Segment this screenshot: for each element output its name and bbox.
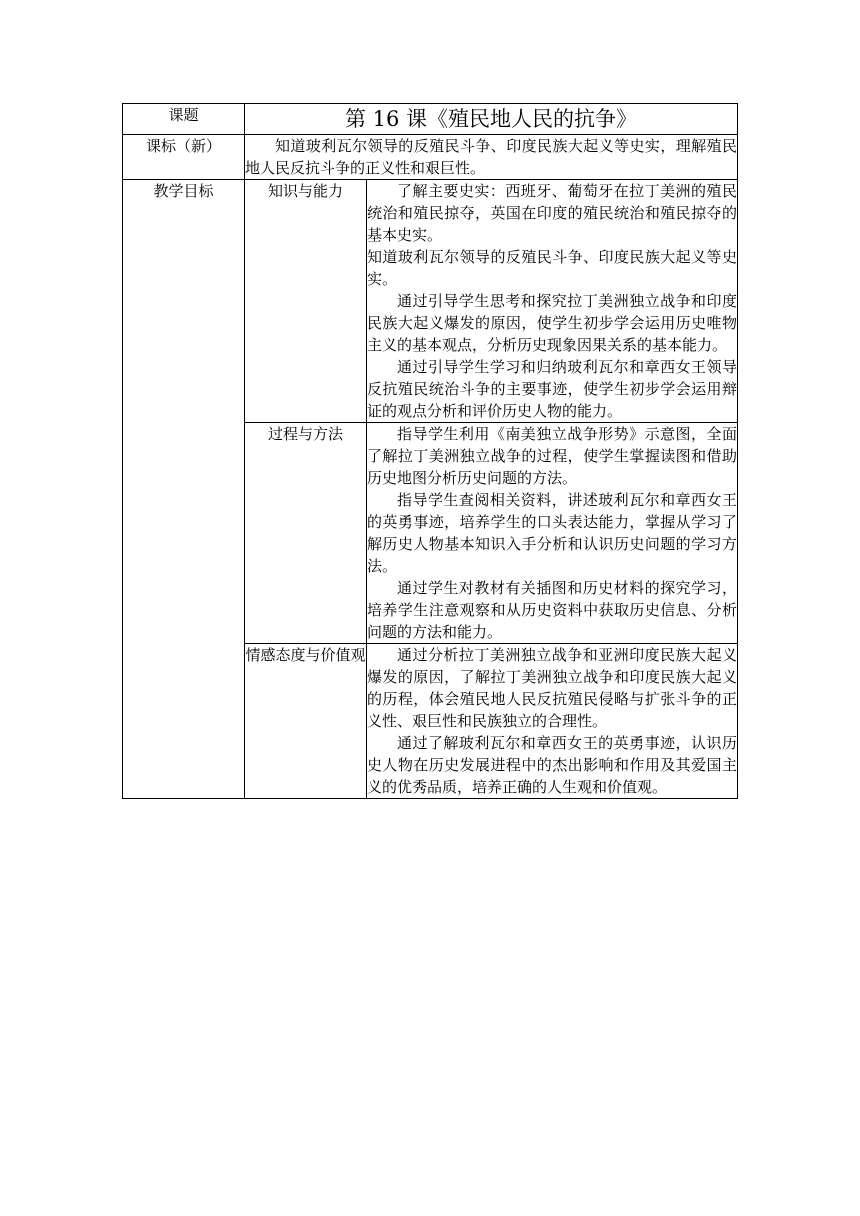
- objective-label-knowledge: 知识与能力: [245, 180, 367, 423]
- objective-paragraph: 通过分析拉丁美洲独立战争和亚洲印度民族大起义爆发的原因，了解拉丁美洲独立战争和印度民族大起义的历程，体会殖民地人民反抗殖民侵略与扩张斗争的正义性、艰巨性和民族独立的合理性。: [367, 646, 737, 730]
- objective-paragraph: 通过引导学生思考和探究拉丁美洲独立战争和印度民族大起义爆发的原因，使学生初步学会运用历史唯物主义的基本观点，分析历史现象因果关系的基本能力。: [367, 292, 737, 354]
- objective-content-knowledge: [367, 180, 738, 423]
- standard-row: [123, 135, 738, 180]
- objective-paragraph: 通过了解玻利瓦尔和章西女王的英勇事迹，认识历史人物在历史发展进程中的杰出影响和作用及其爱国主义的优秀品质，培养正确的人生观和价值观。: [367, 734, 737, 796]
- objective-paragraph: 指导学生查阅相关资料，讲述玻利瓦尔和章西女王的英勇事迹，培养学生的口头表达能力，掌握从学习了解历史人物基本知识入手分析和认识历史问题的学习方法。: [367, 491, 737, 575]
- objective-label-process: 过程与方法: [245, 423, 367, 644]
- standard-cell: [245, 135, 738, 180]
- objective-content-attitude: [367, 644, 738, 799]
- title-row: [123, 104, 738, 135]
- lesson-plan-table: [122, 103, 738, 799]
- standard-text: 知道玻利瓦尔领导的反殖民斗争、印度民族大起义等史实，理解殖民地人民反抗斗争的正义性和艰巨性。: [245, 137, 737, 177]
- objective-paragraph: 了解主要史实：西班牙、葡萄牙在拉丁美洲的殖民统治和殖民掠夺，英国在印度的殖民统治和殖民掠夺的基本史实。: [367, 182, 737, 244]
- objective-label-attitude: 情感态度与价值观: [245, 644, 367, 799]
- objective-paragraph: 通过学生对教材有关插图和历史材料的探究学习，培养学生注意观察和从历史资料中获取历史信息、分析问题的方法和能力。: [367, 579, 737, 641]
- objective-row-knowledge: [123, 180, 738, 423]
- objective-paragraph: 指导学生利用《南美独立战争形势》示意图，全面了解拉丁美洲独立战争的过程，使学生掌握读图和借助历史地图分析历史问题的方法。: [367, 425, 737, 487]
- lesson-title: 第 16 课《殖民地人民的抗争》: [245, 104, 738, 135]
- standard-label: 课标（新）: [123, 135, 245, 180]
- title-label: 课题: [123, 104, 245, 135]
- objectives-label: 教学目标: [123, 180, 245, 799]
- objective-paragraph: 通过引导学生学习和归纳玻利瓦尔和章西女王领导反抗殖民统治斗争的主要事迹，使学生初步学会运用辩证的观点分析和评价历史人物的能力。: [367, 358, 737, 420]
- objective-paragraph: 知道玻利瓦尔领导的反殖民斗争、印度民族大起义等史实。: [367, 248, 737, 288]
- objective-content-process: [367, 423, 738, 644]
